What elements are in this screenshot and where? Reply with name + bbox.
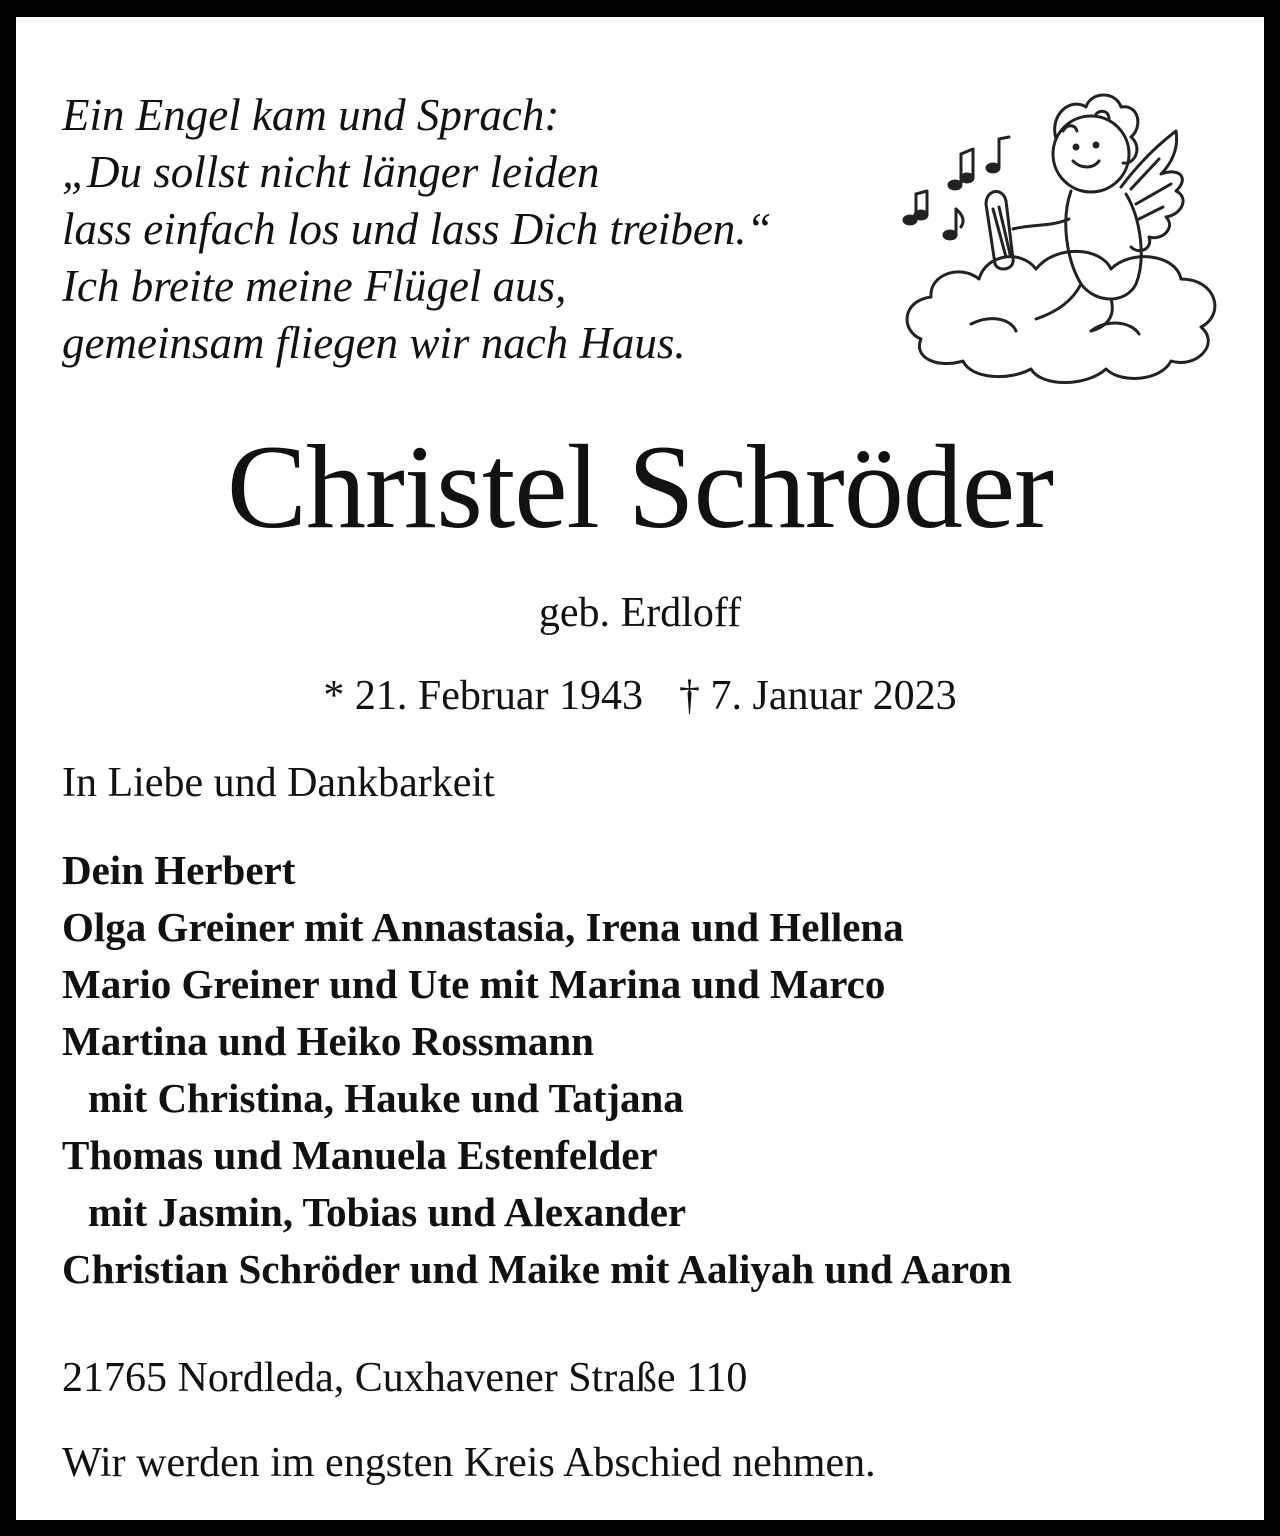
mourners-list [62, 842, 1012, 1298]
verse-line: „Du sollst nicht länger leiden [62, 147, 600, 197]
mourner-line: Thomas und Manuela Estenfelder [62, 1132, 658, 1178]
mourner-line: Martina und Heiko Rossmann [62, 1018, 594, 1064]
verse [62, 87, 772, 372]
farewell-note: Wir werden im engsten Kreis Abschied nehmen. [62, 1440, 876, 1486]
death-date: † 7. Januar 2023 [679, 673, 957, 719]
maiden-name: geb. Erdloff [538, 590, 742, 636]
mourner-line: Christian Schröder und Maike mit Aaliyah und Aaron [62, 1246, 1012, 1292]
verse-line: lass einfach los und lass Dich treiben.“ [62, 204, 772, 254]
mourner-line: mit Jasmin, Tobias und Alexander [88, 1189, 687, 1235]
dedication: In Liebe und Dankbarkeit [62, 760, 495, 806]
mourner-line: mit Christina, Hauke und Tatjana [88, 1075, 684, 1121]
verse-line: Ich breite meine Flügel aus, [62, 261, 567, 311]
verse-line: gemeinsam fliegen wir nach Haus. [62, 318, 686, 368]
life-dates [16, 672, 1264, 720]
mourner-line: Olga Greiner mit Annastasia, Irena und Hellena [62, 904, 904, 950]
address: 21765 Nordleda, Cuxhavener Straße 110 [62, 1355, 748, 1401]
birth-date: * 21. Februar 1943 [323, 673, 643, 719]
angel-illustration [891, 69, 1231, 399]
mourner-line: Dein Herbert [62, 847, 296, 893]
verse-line: Ein Engel kam und Sprach: [62, 90, 560, 140]
deceased-name: Christel Schröder [226, 420, 1054, 553]
mourner-line: Mario Greiner und Ute mit Marina und Marco [62, 961, 886, 1007]
